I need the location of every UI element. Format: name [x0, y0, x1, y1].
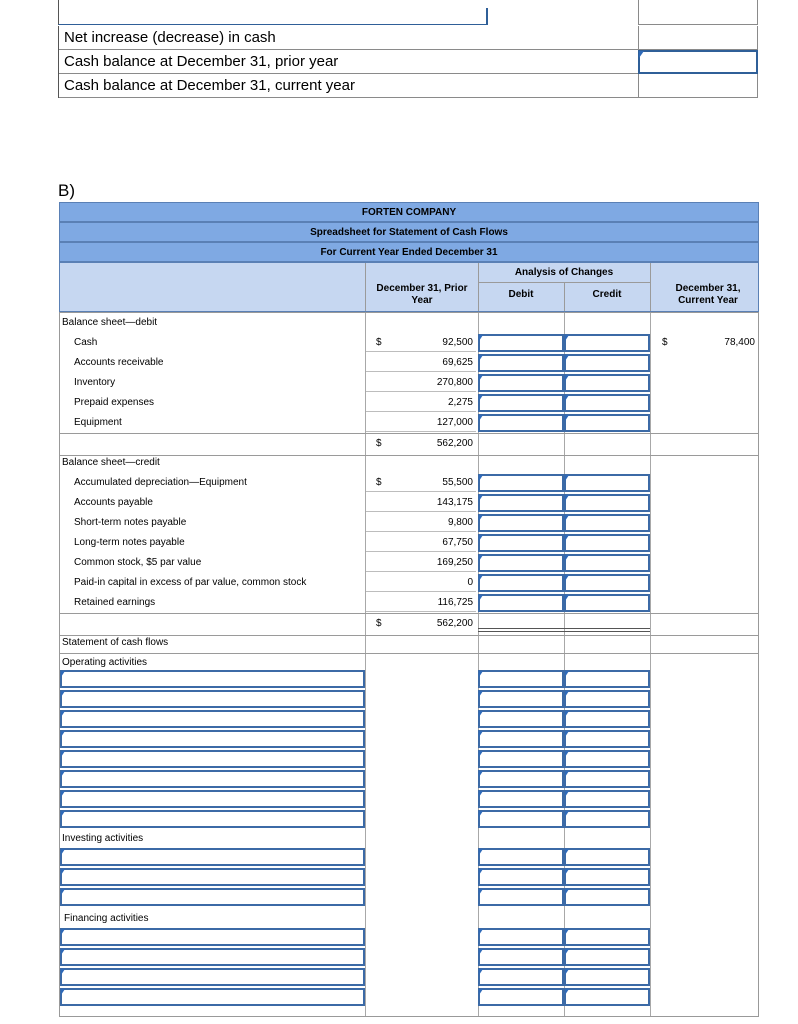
- input-marker-icon: [479, 869, 483, 875]
- prior-amount: 92,500: [366, 334, 476, 352]
- debit-input[interactable]: [478, 868, 564, 886]
- row-label: Accounts receivable: [74, 357, 164, 368]
- prior-amount: 116,725: [366, 594, 476, 612]
- row-label: Inventory: [74, 377, 116, 388]
- debit-input[interactable]: [478, 730, 564, 748]
- input-marker-icon: [61, 929, 65, 935]
- input-marker-icon: [565, 375, 569, 381]
- row-label: Accumulated depreciation—Equipment: [74, 477, 247, 488]
- cash-flow-heading: Statement of cash flows: [62, 637, 169, 648]
- analysis-header: Analysis of Changes: [478, 263, 650, 283]
- input-marker-icon: [565, 475, 569, 481]
- input-marker-icon: [565, 811, 569, 817]
- credit-total: 562,200: [436, 618, 473, 629]
- debit-input[interactable]: [478, 334, 564, 352]
- debit-section-heading: Balance sheet—debit: [62, 317, 158, 328]
- credit-input[interactable]: [564, 710, 650, 728]
- input-marker-icon: [565, 415, 569, 421]
- cash-flow-input-row: [60, 867, 758, 887]
- debit-input[interactable]: [478, 534, 564, 552]
- section-heading-row: [60, 453, 758, 473]
- input-marker-icon: [565, 535, 569, 541]
- input-marker-icon: [565, 395, 569, 401]
- input-marker-icon: [479, 771, 483, 777]
- row-label: Long-term notes payable: [74, 537, 185, 548]
- top-value-remnant: [638, 0, 758, 25]
- row-label: Accounts payable: [74, 497, 153, 508]
- input-marker-icon: [479, 811, 483, 817]
- cash-flow-input-row: [60, 669, 758, 689]
- section-heading-row: [60, 633, 758, 654]
- input-marker-icon: [565, 969, 569, 975]
- table-row: [60, 553, 758, 573]
- input-marker-icon: [61, 969, 65, 975]
- input-marker-icon: [479, 731, 483, 737]
- debit-input[interactable]: [478, 888, 564, 906]
- table-row: [60, 513, 758, 533]
- input-marker-icon: [479, 375, 483, 381]
- input-marker-icon: [565, 595, 569, 601]
- credit-input[interactable]: [564, 414, 650, 432]
- cash-flow-input-row: [60, 927, 758, 947]
- prior-amount: 69,625: [366, 354, 476, 372]
- input-marker-icon: [565, 791, 569, 797]
- table-row: [60, 333, 758, 353]
- table-row: [60, 473, 758, 493]
- investing-heading: Investing activities: [62, 833, 144, 844]
- summary-row-label: Net increase (decrease) in cash: [58, 26, 638, 50]
- input-marker-icon: [479, 849, 483, 855]
- input-marker-icon: [479, 989, 483, 995]
- debit-input[interactable]: [478, 554, 564, 572]
- input-marker-icon: [565, 355, 569, 361]
- summary-row-label: Cash balance at December 31, current year: [58, 74, 638, 98]
- dollar-sign: $: [376, 477, 382, 488]
- debit-input[interactable]: [478, 670, 564, 688]
- credit-input[interactable]: [564, 394, 650, 412]
- credit-input[interactable]: [564, 334, 650, 352]
- credit-input[interactable]: [564, 374, 650, 392]
- input-marker-icon: [479, 751, 483, 757]
- input-marker-icon: [61, 731, 65, 737]
- dollar-sign: $: [376, 438, 382, 449]
- debit-input[interactable]: [478, 968, 564, 986]
- input-marker-icon: [479, 475, 483, 481]
- section-label: B): [58, 181, 75, 200]
- credit-input[interactable]: [564, 594, 650, 612]
- description-input[interactable]: [60, 948, 365, 966]
- table-row: [60, 373, 758, 393]
- prior-cash-input[interactable]: [638, 50, 758, 74]
- spreadsheet-period: For Current Year Ended December 31: [59, 242, 759, 262]
- input-marker-icon: [61, 751, 65, 757]
- debit-input[interactable]: [478, 514, 564, 532]
- dollar-sign: $: [376, 337, 382, 348]
- input-marker-icon: [565, 751, 569, 757]
- operating-heading: Operating activities: [62, 657, 148, 668]
- double-underline: [564, 628, 650, 632]
- row-label: Paid-in capital in excess of par value, common stock: [74, 577, 307, 588]
- debit-input[interactable]: [478, 494, 564, 512]
- double-underline: [478, 628, 564, 632]
- input-marker-icon: [565, 575, 569, 581]
- col-divider: [478, 263, 479, 311]
- input-marker-icon: [565, 889, 569, 895]
- debit-input[interactable]: [478, 690, 564, 708]
- section-heading-row: [60, 313, 758, 333]
- prior-amount: 143,175: [366, 494, 476, 512]
- table-row: [60, 593, 758, 613]
- description-input[interactable]: [60, 750, 365, 768]
- debit-total: 562,200: [436, 438, 473, 449]
- credit-input[interactable]: [564, 354, 650, 372]
- input-marker-icon: [479, 969, 483, 975]
- input-marker-icon: [479, 535, 483, 541]
- credit-input[interactable]: [564, 474, 650, 492]
- cash-flow-input-row: [60, 769, 758, 789]
- input-marker-icon: [61, 869, 65, 875]
- debit-input[interactable]: [478, 474, 564, 492]
- description-input[interactable]: [60, 810, 365, 828]
- input-marker-icon: [565, 515, 569, 521]
- description-input[interactable]: [60, 790, 365, 808]
- summary-row-label: Cash balance at December 31, prior year: [58, 50, 638, 74]
- input-marker-icon: [479, 355, 483, 361]
- current-amount: 78,400: [724, 337, 755, 348]
- cash-flow-input-row: [60, 689, 758, 709]
- row-label: Cash: [74, 337, 98, 348]
- cash-flow-input-row: [60, 789, 758, 809]
- credit-section-heading: Balance sheet—credit: [62, 457, 160, 468]
- prior-amount: 9,800: [366, 514, 476, 532]
- input-marker-icon: [479, 335, 483, 341]
- credit-input[interactable]: [564, 810, 650, 828]
- top-table-remnant-edge: [486, 8, 488, 25]
- credit-input[interactable]: [564, 730, 650, 748]
- input-marker-icon: [479, 949, 483, 955]
- col-divider: [365, 263, 366, 311]
- credit-input[interactable]: [564, 494, 650, 512]
- row-label: Retained earnings: [74, 597, 156, 608]
- input-marker-icon: [565, 335, 569, 341]
- debit-input[interactable]: [478, 770, 564, 788]
- input-marker-icon: [61, 989, 65, 995]
- prior-year-header: December 31, Prior Year: [376, 283, 468, 306]
- cash-flow-input-row: [60, 847, 758, 867]
- summary-row: [58, 50, 758, 74]
- input-marker-icon: [565, 671, 569, 677]
- company-name: FORTEN COMPANY: [59, 202, 759, 222]
- input-marker-icon: [61, 889, 65, 895]
- credit-input[interactable]: [564, 690, 650, 708]
- financing-heading: Financing activities: [64, 913, 149, 924]
- prior-amount: 169,250: [366, 554, 476, 572]
- summary-row: [58, 74, 758, 98]
- input-marker-icon: [479, 791, 483, 797]
- debit-input[interactable]: [478, 574, 564, 592]
- debit-input[interactable]: [478, 374, 564, 392]
- description-input[interactable]: [60, 710, 365, 728]
- credit-input[interactable]: [564, 750, 650, 768]
- cash-flow-input-row: [60, 809, 758, 829]
- cash-flow-input-row: [60, 947, 758, 967]
- input-marker-icon: [565, 555, 569, 561]
- input-marker-icon: [61, 771, 65, 777]
- description-input[interactable]: [60, 848, 365, 866]
- description-input[interactable]: [60, 690, 365, 708]
- credit-input[interactable]: [564, 868, 650, 886]
- input-marker-icon: [565, 869, 569, 875]
- input-marker-icon: [565, 771, 569, 777]
- debit-input[interactable]: [478, 948, 564, 966]
- input-marker-icon: [61, 849, 65, 855]
- credit-input[interactable]: [564, 574, 650, 592]
- credit-input[interactable]: [564, 670, 650, 688]
- summary-row: [58, 26, 758, 50]
- debit-header: Debit: [508, 289, 534, 300]
- table-row: [60, 533, 758, 553]
- prior-amount: 0: [366, 574, 476, 592]
- current-cash-input[interactable]: [638, 74, 758, 98]
- top-table-remnant: [58, 0, 488, 25]
- prior-amount: 2,275: [366, 394, 476, 412]
- debit-input[interactable]: [478, 354, 564, 372]
- input-marker-icon: [479, 929, 483, 935]
- input-marker-icon: [479, 671, 483, 677]
- credit-input[interactable]: [564, 968, 650, 986]
- credit-input[interactable]: [564, 988, 650, 1006]
- input-marker-icon: [61, 949, 65, 955]
- credit-header: Credit: [592, 289, 622, 300]
- credit-input[interactable]: [564, 790, 650, 808]
- prior-amount: 270,800: [366, 374, 476, 392]
- description-input[interactable]: [60, 868, 365, 886]
- section-heading-row: [60, 909, 758, 929]
- input-marker-icon: [479, 691, 483, 697]
- current-year-header: December 31, Current Year: [675, 283, 741, 306]
- dollar-sign: $: [376, 618, 382, 629]
- credit-input[interactable]: [564, 848, 650, 866]
- input-marker-icon: [565, 731, 569, 737]
- credit-input[interactable]: [564, 554, 650, 572]
- input-marker-icon: [61, 791, 65, 797]
- row-label: Common stock, $5 par value: [74, 557, 202, 568]
- table-row: [60, 393, 758, 413]
- cash-flow-input-row: [60, 967, 758, 987]
- description-input[interactable]: [60, 670, 365, 688]
- input-marker-icon: [479, 395, 483, 401]
- cash-flow-input-row: [60, 729, 758, 749]
- credit-input[interactable]: [564, 770, 650, 788]
- description-input[interactable]: [60, 730, 365, 748]
- input-marker-icon: [565, 691, 569, 697]
- input-marker-icon: [479, 711, 483, 717]
- spreadsheet-title: Spreadsheet for Statement of Cash Flows: [59, 222, 759, 242]
- credit-input[interactable]: [564, 928, 650, 946]
- section-heading-row: [60, 829, 758, 849]
- input-marker-icon: [565, 849, 569, 855]
- input-marker-icon: [479, 555, 483, 561]
- table-row: [60, 353, 758, 373]
- debit-input[interactable]: [478, 394, 564, 412]
- input-marker-icon: [639, 51, 644, 58]
- column-header-row: [59, 262, 759, 312]
- net-change-input[interactable]: [638, 26, 758, 50]
- prior-amount: 67,750: [366, 534, 476, 552]
- debit-input[interactable]: [478, 414, 564, 432]
- input-marker-icon: [479, 575, 483, 581]
- debit-input[interactable]: [478, 790, 564, 808]
- input-marker-icon: [565, 711, 569, 717]
- input-marker-icon: [61, 811, 65, 817]
- table-row: [60, 413, 758, 433]
- input-marker-icon: [565, 989, 569, 995]
- table-row: [60, 493, 758, 513]
- dollar-sign: $: [662, 337, 668, 348]
- col-divider: [564, 283, 565, 311]
- input-marker-icon: [479, 495, 483, 501]
- cash-flow-input-row: [60, 887, 758, 907]
- cash-flow-input-row: [60, 709, 758, 729]
- debit-input[interactable]: [478, 750, 564, 768]
- cash-flow-input-row: [60, 987, 758, 1007]
- prior-amount: 55,500: [366, 474, 476, 492]
- description-input[interactable]: [60, 968, 365, 986]
- input-marker-icon: [479, 515, 483, 521]
- credit-input[interactable]: [564, 948, 650, 966]
- debit-input[interactable]: [478, 594, 564, 612]
- row-label: Prepaid expenses: [74, 397, 155, 408]
- prior-amount: 127,000: [366, 414, 476, 432]
- input-marker-icon: [565, 495, 569, 501]
- description-input[interactable]: [60, 988, 365, 1006]
- spreadsheet-body: [59, 312, 759, 1017]
- input-marker-icon: [479, 889, 483, 895]
- input-marker-icon: [61, 691, 65, 697]
- credit-input[interactable]: [564, 514, 650, 532]
- debit-input[interactable]: [478, 848, 564, 866]
- row-label: Short-term notes payable: [74, 517, 187, 528]
- description-input[interactable]: [60, 888, 365, 906]
- credit-input[interactable]: [564, 888, 650, 906]
- debit-input[interactable]: [478, 988, 564, 1006]
- debit-input[interactable]: [478, 810, 564, 828]
- input-marker-icon: [61, 711, 65, 717]
- input-marker-icon: [61, 671, 65, 677]
- input-marker-icon: [479, 595, 483, 601]
- input-marker-icon: [479, 415, 483, 421]
- col-divider: [650, 263, 651, 311]
- debit-input[interactable]: [478, 928, 564, 946]
- credit-input[interactable]: [564, 534, 650, 552]
- description-input[interactable]: [60, 770, 365, 788]
- input-marker-icon: [565, 949, 569, 955]
- debit-input[interactable]: [478, 710, 564, 728]
- description-input[interactable]: [60, 928, 365, 946]
- table-row: [60, 573, 758, 593]
- cash-flow-input-row: [60, 749, 758, 769]
- row-label: Equipment: [74, 417, 122, 428]
- input-marker-icon: [565, 929, 569, 935]
